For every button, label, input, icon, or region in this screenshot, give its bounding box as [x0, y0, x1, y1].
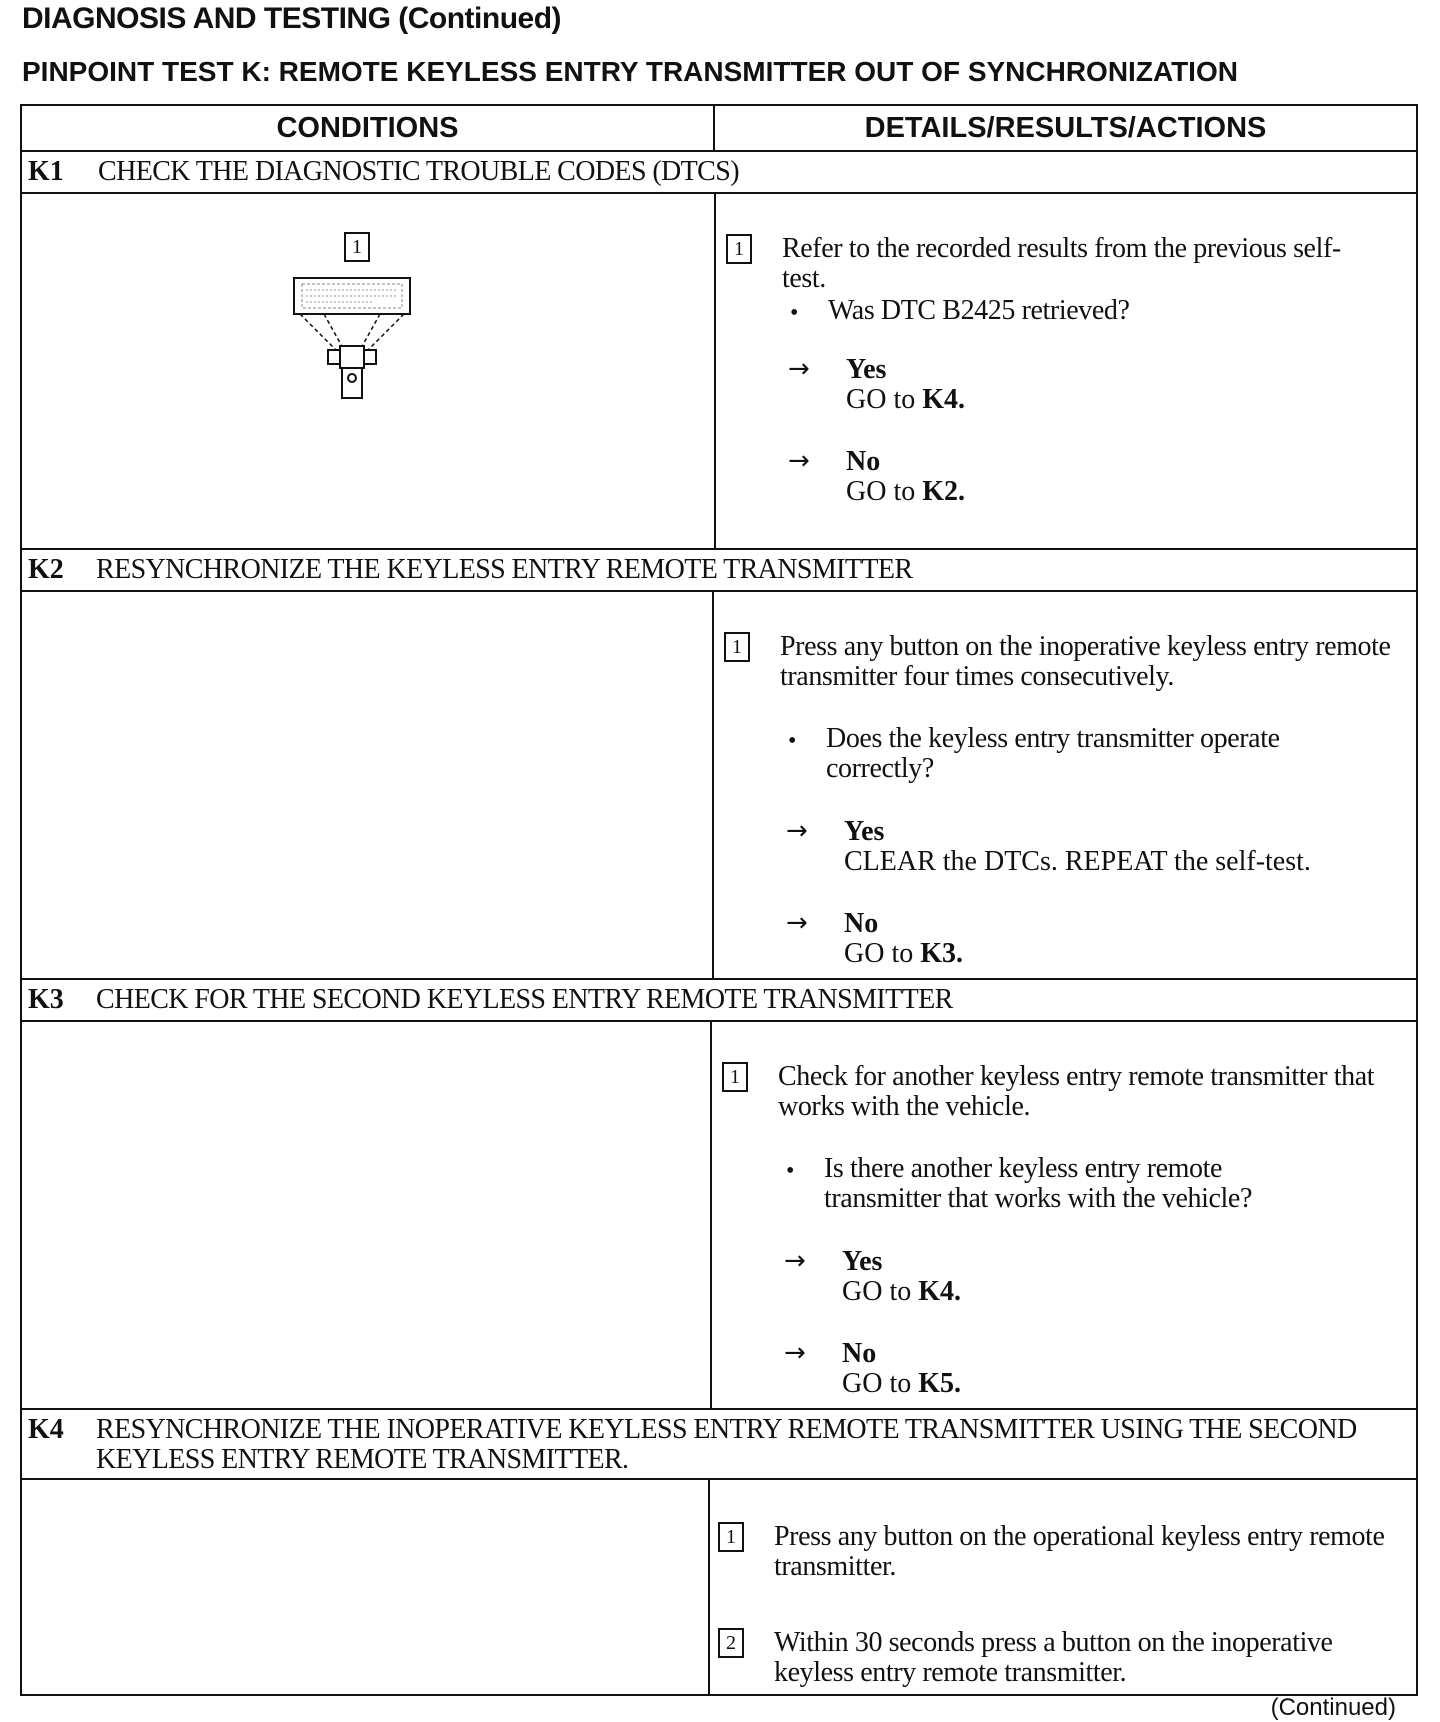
- arrow-icon: →: [786, 816, 808, 846]
- divider: [22, 192, 1416, 194]
- details-column-header: DETAILS/RESULTS/ACTIONS: [864, 111, 1267, 144]
- action-text: Press any button on the inoperative keyless entry remote transmitter four times consecutively.: [780, 631, 1391, 692]
- scan-tool-icon: [292, 274, 412, 414]
- column-divider: [710, 1020, 712, 1408]
- step-header-k4: [22, 1410, 1416, 1480]
- bullet: •: [786, 1158, 795, 1184]
- step-title: RESYNCHRONIZE THE KEYLESS ENTRY REMOTE TRANSMITTER: [96, 554, 913, 585]
- arrow-icon: →: [788, 446, 810, 476]
- divider: [22, 1020, 1416, 1022]
- step-id: K1: [28, 156, 64, 187]
- action-number-box: 1: [722, 1062, 748, 1092]
- column-divider: [708, 1478, 710, 1694]
- action-number-box: 2: [718, 1628, 744, 1658]
- arrow-icon: →: [784, 1338, 806, 1368]
- continued-label: (Continued): [1270, 1694, 1396, 1721]
- step-header-k3: [22, 980, 1416, 1020]
- arrow-icon: →: [788, 354, 810, 384]
- no-action: GO to K3.: [844, 938, 964, 969]
- question-text: Does the keyless entry transmitter operate correctly?: [826, 723, 1280, 784]
- yes-action: GO to K4.: [842, 1276, 962, 1307]
- yes-action: CLEAR the DTCs. REPEAT the self-test.: [844, 846, 1311, 877]
- action-text: Check for another keyless entry remote transmitter that works with the vehicle.: [778, 1061, 1375, 1122]
- no-action: GO to K2.: [846, 476, 966, 507]
- arrow-icon: →: [784, 1246, 806, 1276]
- bullet: •: [790, 300, 799, 326]
- question-text: Was DTC B2425 retrieved?: [828, 295, 1130, 326]
- yes-action: GO to K4.: [846, 384, 966, 415]
- step-title: RESYNCHRONIZE THE INOPERATIVE KEYLESS ENTRY REMOTE TRANSMITTER USING THE SECOND KEYLESS ENTRY REMOTE TRANSMITTER.: [96, 1414, 1357, 1475]
- column-divider: [714, 192, 716, 548]
- step-title: CHECK THE DIAGNOSTIC TROUBLE CODES (DTCS): [98, 156, 739, 187]
- step-title: CHECK FOR THE SECOND KEYLESS ENTRY REMOTE TRANSMITTER: [96, 984, 953, 1015]
- pinpoint-test-title: PINPOINT TEST K: REMOTE KEYLESS ENTRY TRANSMITTER OUT OF SYNCHRONIZATION: [22, 56, 1238, 87]
- step-header-k2: [22, 550, 1416, 590]
- figure-number-box: 1: [344, 232, 370, 262]
- step-id: K2: [28, 554, 64, 585]
- arrow-icon: →: [786, 908, 808, 938]
- question-text: Is there another keyless entry remote transmitter that works with the vehicle?: [824, 1153, 1252, 1214]
- conditions-column-header: CONDITIONS: [22, 106, 715, 150]
- yes-label: Yes: [844, 816, 885, 847]
- action-text: Refer to the recorded results from the previous self-test.: [782, 233, 1341, 294]
- pinpoint-test-table: [20, 104, 1418, 1696]
- yes-label: Yes: [846, 354, 887, 385]
- divider: [22, 590, 1416, 592]
- no-label: No: [846, 446, 881, 477]
- action-text: Within 30 seconds press a button on the inoperative keyless entry remote transmitter.: [774, 1627, 1333, 1688]
- action-text: Press any button on the operational keyless entry remote transmitter.: [774, 1521, 1385, 1582]
- step-header-k1: [22, 152, 1416, 192]
- page-title: DIAGNOSIS AND TESTING (Continued): [22, 2, 562, 35]
- bullet: •: [788, 728, 797, 754]
- action-number-box: 1: [724, 632, 750, 662]
- step-id: K4: [28, 1414, 64, 1445]
- action-number-box: 1: [726, 234, 752, 264]
- no-label: No: [842, 1338, 877, 1369]
- action-number-box: 1: [718, 1522, 744, 1552]
- step-id: K3: [28, 984, 64, 1015]
- column-divider: [712, 590, 714, 978]
- divider: [22, 1478, 1416, 1480]
- no-label: No: [844, 908, 879, 939]
- yes-label: Yes: [842, 1246, 883, 1277]
- no-action: GO to K5.: [842, 1368, 962, 1399]
